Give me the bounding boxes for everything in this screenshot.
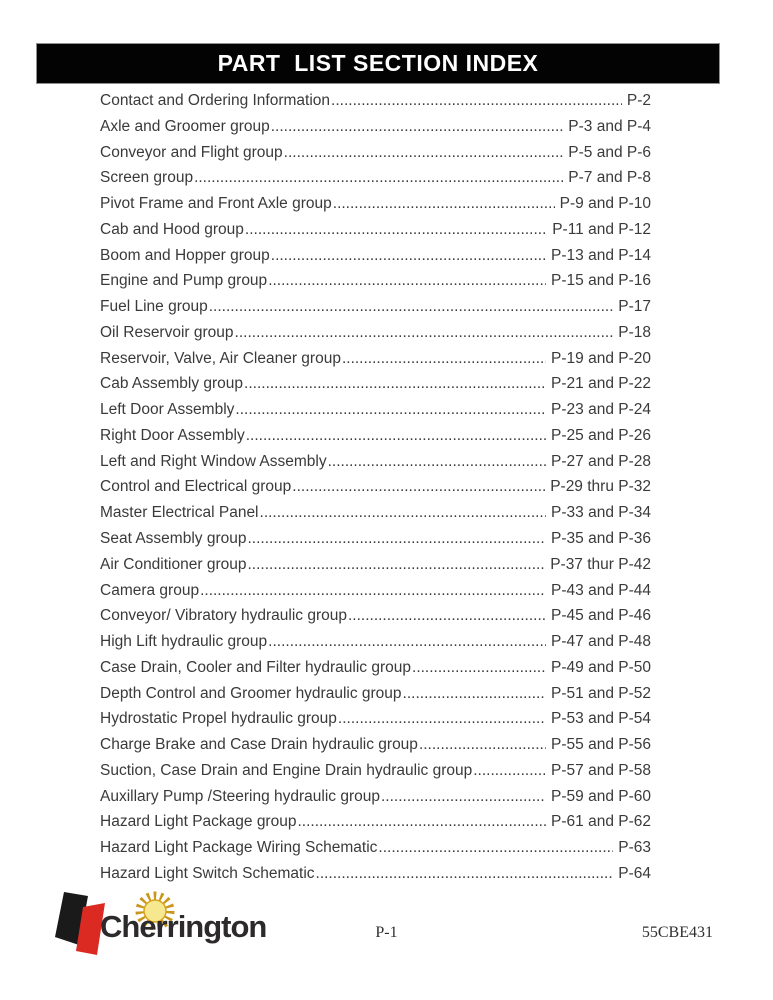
- footer-page-number: P-1: [375, 924, 398, 941]
- toc-row: [100, 710, 651, 736]
- toc-item-label: Auxillary Pump /Steering hydraulic group: [100, 787, 380, 805]
- toc-item-pages: P-21 and P-22: [551, 375, 651, 393]
- dot-leader: [348, 607, 546, 625]
- toc-item-label: Hazard Light Switch Schematic: [100, 864, 315, 882]
- toc-item-label: Contact and Ordering Information: [100, 92, 331, 109]
- toc-item-pages: P-7 and P-8: [568, 169, 651, 187]
- toc-row: [100, 607, 651, 633]
- logo-wordmark: Cherrington: [100, 909, 267, 944]
- footer-doc-code: 55CBE431: [641, 924, 713, 941]
- dot-leader: [316, 865, 614, 883]
- toc-item-label: Depth Control and Groomer hydraulic group: [100, 684, 402, 702]
- dot-leader: [235, 324, 614, 342]
- toc-row: [100, 298, 651, 324]
- toc-item-label: Left Door Assembly: [100, 401, 235, 419]
- toc-item-pages: P-3 and P-4: [568, 117, 651, 135]
- dot-leader: [271, 118, 564, 136]
- toc-item-pages: P-18: [618, 323, 651, 341]
- toc-row: [100, 736, 651, 762]
- toc-item-label: Cab and Hood group: [100, 220, 244, 238]
- dot-leader: [297, 813, 546, 831]
- toc-item-label: Cab Assembly group: [100, 375, 244, 393]
- toc-item-pages: P-17: [618, 298, 651, 316]
- toc-item-pages: P-2: [626, 92, 651, 109]
- toc-item-pages: P-35 and P-36: [551, 530, 651, 548]
- toc-item-label: Hazard Light Package Wiring Schematic: [100, 839, 378, 857]
- toc-item-pages: P-61 and P-62: [551, 813, 651, 831]
- toc-row: [100, 247, 651, 273]
- toc-item-label: Case Drain, Cooler and Filter hydraulic group: [100, 658, 412, 676]
- dot-leader: [381, 788, 546, 806]
- dot-leader: [246, 427, 546, 445]
- dot-leader: [328, 453, 546, 471]
- dot-leader: [247, 530, 546, 548]
- toc-row: [100, 272, 651, 298]
- toc-row: [100, 504, 651, 530]
- dot-leader: [292, 478, 545, 496]
- toc-item-label: Control and Electrical group: [100, 478, 292, 496]
- toc-item-label: Pivot Frame and Front Axle group: [100, 195, 332, 213]
- toc-item-label: Suction, Case Drain and Engine Drain hydraulic group: [100, 761, 473, 779]
- toc-item-label: Oil Reservoir group: [100, 323, 234, 341]
- toc-item-pages: P-25 and P-26: [551, 426, 651, 444]
- dot-leader: [342, 350, 546, 368]
- toc-row: [100, 144, 651, 170]
- toc-item-label: Screen group: [100, 169, 194, 187]
- toc-row: [100, 813, 651, 839]
- toc-row: [100, 530, 651, 556]
- toc-item-label: Charge Brake and Case Drain hydraulic group: [100, 736, 418, 754]
- toc-item-label: Left and Right Window Assembly: [100, 452, 327, 470]
- toc-row: [100, 401, 651, 427]
- toc-item-pages: P-5 and P-6: [568, 143, 651, 161]
- toc-item-label: Right Door Assembly: [100, 426, 245, 444]
- toc-item-pages: P-9 and P-10: [559, 195, 651, 213]
- toc-item-pages: P-43 and P-44: [551, 581, 651, 599]
- toc-item-pages: P-51 and P-52: [551, 684, 651, 702]
- dot-leader: [235, 401, 546, 419]
- toc-item-pages: P-45 and P-46: [551, 607, 651, 625]
- page-title: PART LIST SECTION INDEX: [217, 50, 539, 76]
- section-index-header-bar: [36, 43, 720, 84]
- toc-row: [100, 221, 651, 247]
- part-list-index: [100, 92, 651, 891]
- dot-leader: [403, 685, 546, 703]
- dot-leader: [338, 710, 546, 728]
- dot-leader: [284, 144, 564, 162]
- toc-item-pages: P-11 and P-12: [552, 220, 651, 238]
- toc-item-pages: P-63: [618, 839, 651, 857]
- dot-leader: [268, 272, 546, 290]
- dot-leader: [209, 298, 614, 316]
- dot-leader: [333, 195, 555, 213]
- toc-row: [100, 556, 651, 582]
- dot-leader: [247, 556, 545, 574]
- toc-item-label: Air Conditioner group: [100, 555, 247, 573]
- toc-item-pages: P-19 and P-20: [551, 349, 651, 367]
- dot-leader: [194, 169, 563, 187]
- toc-item-label: Engine and Pump group: [100, 272, 268, 290]
- toc-row: [100, 762, 651, 788]
- toc-item-pages: P-57 and P-58: [551, 761, 651, 779]
- toc-row: [100, 582, 651, 608]
- toc-item-label: High Lift hydraulic group: [100, 633, 268, 651]
- toc-row: [100, 350, 651, 376]
- toc-item-label: Camera group: [100, 581, 200, 599]
- toc-item-pages: P-27 and P-28: [551, 452, 651, 470]
- toc-row: [100, 375, 651, 401]
- dot-leader: [412, 659, 546, 677]
- dot-leader: [244, 375, 546, 393]
- toc-item-pages: P-15 and P-16: [551, 272, 651, 290]
- toc-row: [100, 788, 651, 814]
- toc-row: [100, 118, 651, 144]
- toc-item-label: Axle and Groomer group: [100, 117, 270, 135]
- toc-item-pages: P-49 and P-50: [551, 658, 651, 676]
- dot-leader: [419, 736, 546, 754]
- toc-item-pages: P-64: [618, 864, 651, 882]
- toc-item-pages: P-47 and P-48: [551, 633, 651, 651]
- toc-item-label: Conveyor/ Vibratory hydraulic group: [100, 607, 347, 625]
- dot-leader: [245, 221, 547, 239]
- toc-row: [100, 324, 651, 350]
- toc-item-label: Fuel Line group: [100, 298, 208, 316]
- toc-item-pages: P-23 and P-24: [551, 401, 651, 419]
- toc-item-label: Master Electrical Panel: [100, 504, 259, 522]
- dot-leader: [378, 839, 613, 857]
- dot-leader: [473, 762, 546, 780]
- toc-item-label: Reservoir, Valve, Air Cleaner group: [100, 349, 341, 367]
- toc-item-label: Hazard Light Package group: [100, 813, 297, 831]
- toc-item-label: Boom and Hopper group: [100, 246, 270, 264]
- dot-leader: [260, 504, 547, 522]
- dot-leader: [200, 582, 546, 600]
- toc-row: [100, 685, 651, 711]
- toc-item-pages: P-55 and P-56: [551, 736, 651, 754]
- toc-item-label: Conveyor and Flight group: [100, 143, 283, 161]
- toc-row: [100, 92, 651, 118]
- toc-item-label: Seat Assembly group: [100, 530, 247, 548]
- dot-leader: [268, 633, 546, 651]
- toc-row: [100, 427, 651, 453]
- toc-row: [100, 169, 651, 195]
- toc-row: [100, 633, 651, 659]
- toc-item-pages: P-59 and P-60: [551, 787, 651, 805]
- toc-row: [100, 659, 651, 685]
- toc-item-label: Hydrostatic Propel hydraulic group: [100, 710, 337, 728]
- cherrington-logo: [50, 884, 285, 962]
- toc-row: [100, 839, 651, 865]
- dot-leader: [271, 247, 546, 265]
- toc-item-pages: P-33 and P-34: [551, 504, 651, 522]
- toc-row: [100, 453, 651, 479]
- toc-item-pages: P-13 and P-14: [551, 246, 651, 264]
- dot-leader: [331, 92, 622, 110]
- toc-item-pages: P-29 thru P-32: [550, 478, 651, 496]
- toc-row: [100, 195, 651, 221]
- toc-item-pages: P-53 and P-54: [551, 710, 651, 728]
- toc-item-pages: P-37 thur P-42: [550, 555, 651, 573]
- toc-row: [100, 478, 651, 504]
